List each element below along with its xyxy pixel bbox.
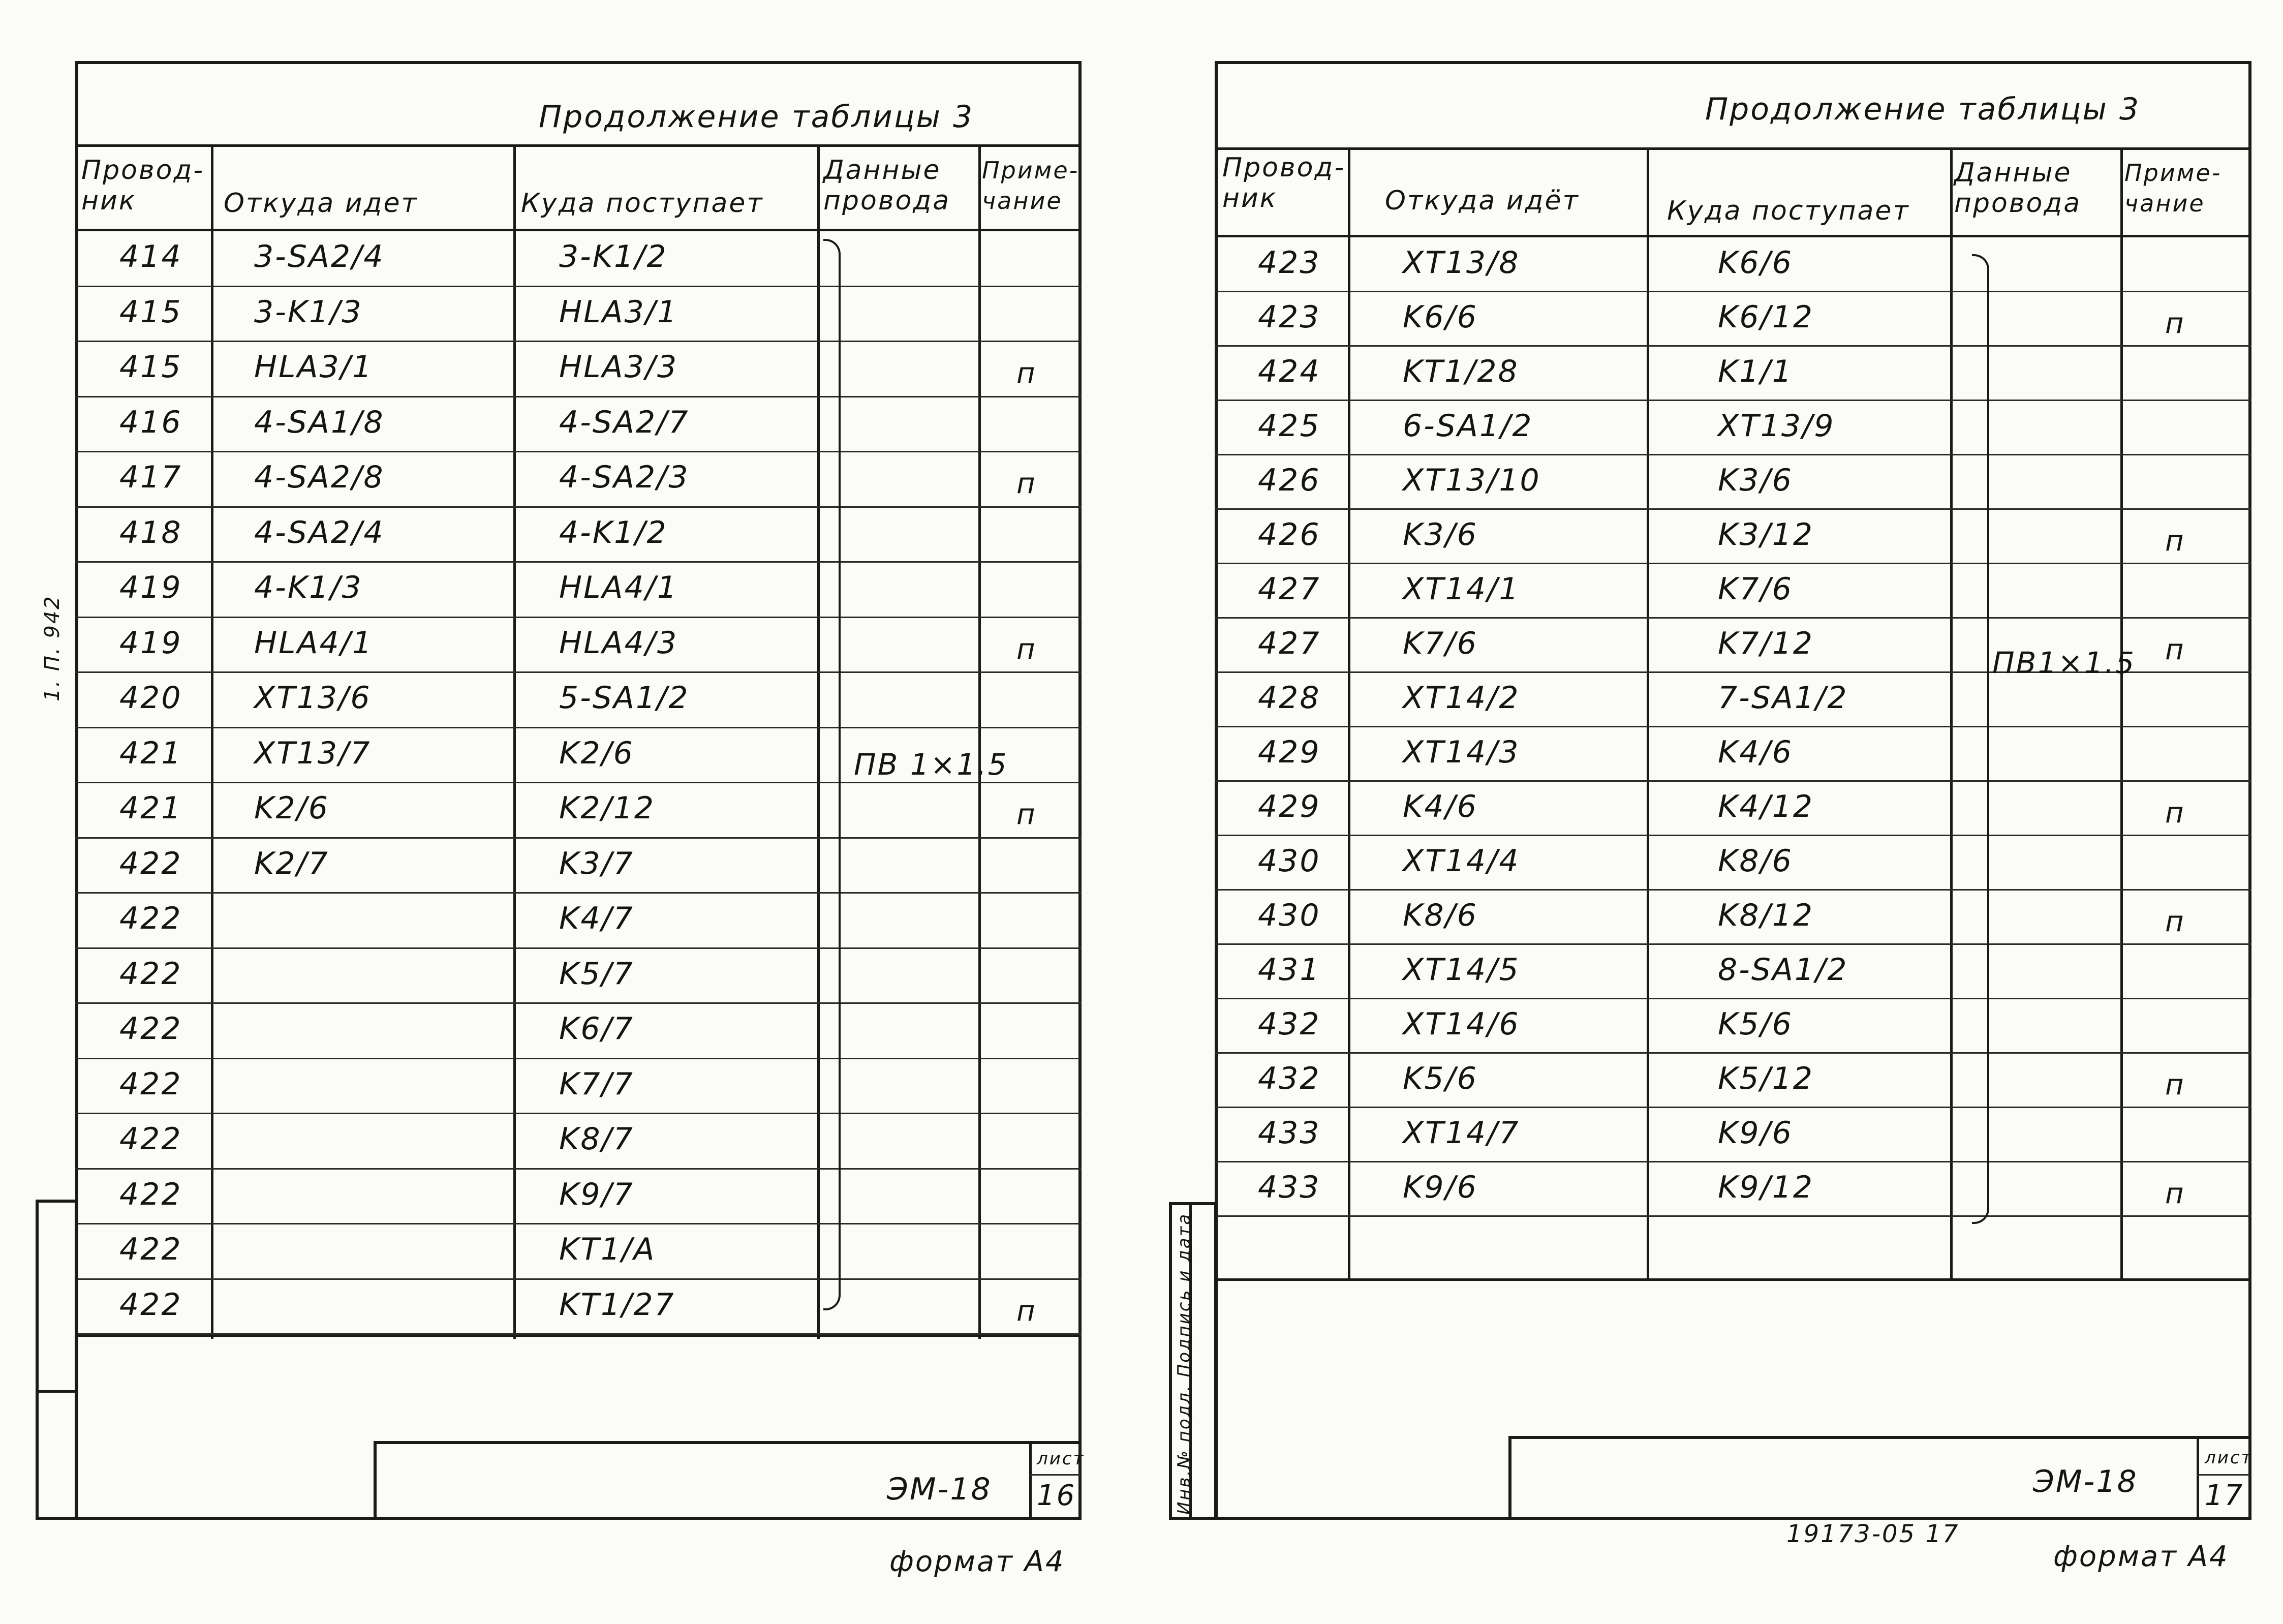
cell-to: K5/7 [559,956,634,992]
cell-wire: 421 [119,790,182,826]
paper-format: формат А4 [889,1545,1065,1578]
cell-to: K8/7 [559,1121,634,1157]
cell-wire: 422 [119,1176,182,1212]
cell-from: 4-SA1/8 [254,404,385,440]
cell-wire: 415 [119,349,182,385]
header-top-line [75,144,1082,147]
cell-from: HLA4/1 [254,625,374,661]
col-divider [513,144,516,1339]
cell-wire: 417 [119,459,182,495]
cell-from: XT14/3 [1403,734,1520,770]
cell-wire: 432 [1258,1061,1321,1096]
row-divider [1215,726,2251,727]
cell-to: HLA4/3 [559,625,678,661]
col-divider [1950,147,1953,1278]
row-divider [1215,345,2251,347]
header-bottom-line [1215,235,2251,237]
cell-from: K6/6 [1403,299,1478,335]
cell-note: п [1016,1294,1037,1328]
cell-note: п [1016,798,1037,831]
row-divider [75,561,1082,563]
header-from: Откуда идёт [1385,186,1580,216]
wire-data-brace [1972,254,1989,1224]
cell-to: K8/12 [1718,898,1814,933]
row-divider [1215,400,2251,401]
row-divider [1215,617,2251,619]
cell-to: K1/1 [1718,354,1793,389]
header-to: Куда поступает [1667,196,1910,226]
cell-wire: 428 [1258,680,1321,716]
cell-note: п [2165,1068,2185,1101]
cell-from: 3-SA2/4 [254,239,385,274]
row-divider [75,1168,1082,1170]
cell-to: K4/7 [559,901,634,936]
paper-format: формат А4 [2053,1540,2229,1573]
row-divider [75,1113,1082,1114]
cell-to: K3/12 [1718,517,1814,553]
row-divider [75,1058,1082,1059]
cell-from: XT13/10 [1403,463,1541,498]
cell-to: K9/6 [1718,1115,1793,1151]
col-divider [1647,147,1649,1278]
stamp-sheet-label: лист [2205,1448,2253,1468]
cell-to: K7/6 [1718,571,1793,607]
stamp-doc-code: ЭМ-18 [2033,1464,2138,1499]
wire-data-label: ПВ1×1.5 [1992,646,2136,680]
header-wire: Провод-ник [1222,152,1346,213]
title-block-divider [2197,1436,2199,1520]
row-divider [75,617,1082,618]
cell-wire: 423 [1258,299,1321,335]
cell-to: K4/6 [1718,734,1793,770]
sheet-right [1138,0,2283,1624]
row-divider [75,451,1082,452]
cell-wire: 421 [119,735,182,771]
row-divider [75,286,1082,287]
stamp-doc-code: ЭМ-18 [887,1472,992,1507]
side-margin-text: 1. П. 942 [41,595,64,701]
row-divider [1215,508,2251,510]
cell-from: K2/6 [254,790,329,826]
cell-wire: 431 [1258,952,1321,988]
table-caption: Продолжение таблицы 3 [539,99,974,135]
row-divider [75,727,1082,728]
cell-from: XT14/1 [1403,571,1520,607]
cell-note: п [2165,1177,2185,1210]
cell-to: 7-SA1/2 [1718,680,1848,716]
cell-to: 4-K1/2 [559,514,668,550]
cell-to: K8/6 [1718,843,1793,879]
cell-wire: 429 [1258,789,1321,824]
cell-to: K6/12 [1718,299,1814,335]
cell-wire: 422 [119,1232,182,1267]
cell-note: п [2165,525,2185,558]
cell-wire: 433 [1258,1115,1321,1151]
cell-from: 4-K1/3 [254,570,363,605]
row-divider [75,1278,1082,1280]
cell-wire: 433 [1258,1170,1321,1205]
cell-wire: 427 [1258,626,1321,661]
cell-wire: 424 [1258,354,1321,389]
row-divider [75,341,1082,342]
wire-data-brace [823,239,841,1310]
row-divider [1215,1161,2251,1162]
cell-to: K9/12 [1718,1170,1814,1205]
cell-to: K3/6 [1718,463,1793,498]
cell-wire: 422 [119,1011,182,1047]
cell-from: KT1/28 [1403,354,1519,389]
row-divider [75,671,1082,673]
cell-to: K4/12 [1718,789,1814,824]
row-divider [1215,835,2251,836]
cell-wire: 419 [119,625,182,661]
cell-to: KT1/27 [559,1286,675,1323]
title-block [1508,1436,2251,1520]
cell-to: XT13/9 [1718,408,1835,444]
sheet-left [0,0,1118,1624]
title-block-divider [2197,1474,2250,1476]
cell-from: XT13/6 [254,680,372,716]
cell-wire: 415 [119,294,182,330]
cell-to: K5/6 [1718,1006,1793,1042]
cell-to: K6/6 [1718,245,1793,281]
cell-wire: 422 [119,1121,182,1157]
cell-note: п [2165,796,2185,830]
cell-from: K3/6 [1403,517,1478,553]
row-divider [75,1223,1082,1224]
row-divider [1215,1215,2251,1217]
cell-wire: 426 [1258,517,1321,553]
side-margin-divider [36,1390,78,1393]
cell-to: K7/12 [1718,626,1814,661]
cell-wire: 420 [119,680,182,716]
row-divider [75,1333,1082,1335]
cell-wire: 432 [1258,1006,1321,1042]
cell-note: п [1016,632,1037,666]
row-divider [1215,1107,2251,1108]
title-block-divider [1029,1441,1032,1520]
cell-to: 4-SA2/7 [559,404,690,440]
cell-from: 4-SA2/4 [254,514,385,550]
cell-to: HLA4/1 [559,570,678,605]
cell-note: п [2165,307,2185,340]
cell-wire: 422 [119,901,182,936]
row-divider [1215,943,2251,945]
cell-wire: 430 [1258,843,1321,879]
cell-wire: 430 [1258,898,1321,933]
header-note: Приме-чание [2124,159,2222,217]
cell-from: K2/7 [254,845,329,881]
cell-to: HLA3/3 [559,349,678,385]
row-divider [75,782,1082,783]
row-divider [1215,563,2251,564]
title-block-divider [1029,1474,1080,1476]
row-divider [1215,1052,2251,1054]
cell-to: K6/7 [559,1011,634,1047]
cell-to: 5-SA1/2 [559,680,690,716]
cell-note: п [2165,905,2185,938]
cell-from: XT14/2 [1403,680,1520,716]
row-divider [75,1002,1082,1004]
col-divider [211,144,213,1339]
cell-note: п [1016,467,1037,500]
row-divider [1215,889,2251,891]
cell-from: XT14/7 [1403,1115,1520,1151]
row-divider [75,506,1082,508]
header-bottom-line [75,229,1082,231]
cell-from: 3-K1/3 [254,294,363,330]
stamp-sheet-label: лист [1037,1449,1085,1469]
row-divider [75,837,1082,839]
cell-to: KT1/A [559,1232,656,1267]
cell-from: HLA3/1 [254,349,374,385]
cell-from: XT14/6 [1403,1006,1520,1042]
cell-wire: 419 [119,570,182,605]
stamp-sheet-number: 17 [2205,1479,2244,1512]
wire-data-label: ПВ 1×1.5 [854,747,1008,782]
col-divider [817,144,820,1339]
row-divider [75,947,1082,949]
cell-from: K8/6 [1403,898,1478,933]
cell-from: 6-SA1/2 [1403,408,1533,444]
cell-from: 4-SA2/8 [254,459,385,495]
cell-wire: 423 [1258,245,1321,281]
cell-wire: 427 [1258,571,1321,607]
side-margin-text: Инв.№ подл. Подпись и дата [1174,1212,1194,1515]
cell-from: XT13/8 [1403,245,1520,281]
cell-wire: 422 [119,845,182,881]
col-divider [978,144,981,1339]
cell-from: K9/6 [1403,1170,1478,1205]
doc-number: 19173-05 17 [1786,1520,1960,1548]
cell-note: п [1016,357,1037,390]
cell-to: K2/6 [559,735,634,771]
table-bottom-line [1215,1278,2251,1281]
cell-wire: 416 [119,404,182,440]
cell-from: XT13/7 [254,735,372,771]
row-divider [1215,780,2251,782]
cell-wire: 414 [119,239,182,274]
row-divider [1215,454,2251,455]
cell-from: XT14/5 [1403,952,1520,988]
row-divider [1215,998,2251,999]
cell-wire: 418 [119,514,182,550]
header-note: Приме-чание [982,157,1079,215]
header-wire: Провод-ник [81,155,205,216]
row-divider [75,396,1082,397]
header-data: Данные провода [823,155,951,216]
cell-note: п [2165,633,2185,666]
header-data: Данные провода [1954,158,2082,219]
cell-wire: 422 [119,1286,182,1323]
cell-wire: 429 [1258,734,1321,770]
cell-from: K7/6 [1403,626,1478,661]
col-divider [1348,147,1350,1278]
header-from: Откуда идет [224,188,418,219]
cell-to: 3-K1/2 [559,239,668,274]
cell-from: K5/6 [1403,1061,1478,1096]
cell-to: K9/7 [559,1176,634,1212]
cell-to: K5/12 [1718,1061,1814,1096]
cell-from: K4/6 [1403,789,1478,824]
col-divider [2120,147,2123,1278]
side-margin-box [36,1200,78,1520]
header-top-line [1215,147,2251,150]
stamp-sheet-number: 16 [1037,1479,1076,1512]
cell-to: 4-SA2/3 [559,459,690,495]
cell-wire: 425 [1258,408,1321,444]
cell-wire: 422 [119,956,182,992]
cell-wire: 422 [119,1066,182,1102]
row-divider [1215,291,2251,292]
cell-to: K2/12 [559,790,656,826]
cell-to: K7/7 [559,1066,634,1102]
row-divider [75,892,1082,894]
header-to: Куда поступает [521,188,764,219]
cell-to: K3/7 [559,845,634,881]
cell-wire: 426 [1258,463,1321,498]
cell-to: HLA3/1 [559,294,678,330]
cell-from: XT14/4 [1403,843,1520,879]
table-caption: Продолжение таблицы 3 [1705,91,2141,127]
cell-to: 8-SA1/2 [1718,952,1848,988]
